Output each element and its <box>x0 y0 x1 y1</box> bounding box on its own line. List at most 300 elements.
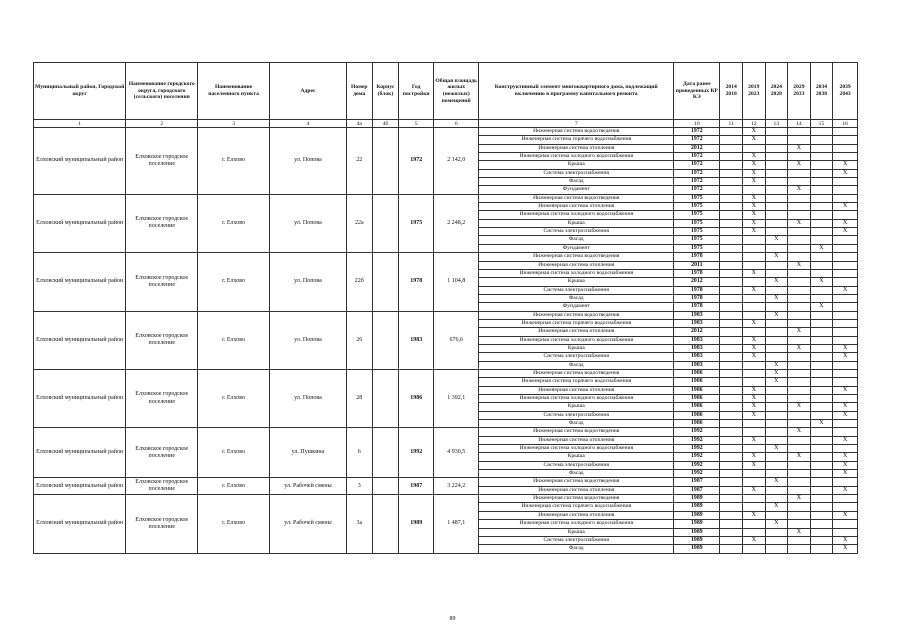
previous-repair-date-cell: 1992 <box>674 436 720 444</box>
period-mark-cell: X <box>833 161 858 169</box>
period-mark-cell <box>765 303 788 311</box>
column-number: 13 <box>765 120 788 128</box>
locality-cell: г. Елхово <box>198 428 270 478</box>
element-name-cell: Система электроснабжения <box>479 411 674 419</box>
period-mark-cell <box>720 286 743 294</box>
period-mark-cell <box>810 403 833 411</box>
period-mark-cell <box>833 244 858 252</box>
period-mark-cell <box>810 169 833 177</box>
element-name-cell: Инженерная система холодного водоснабжения <box>479 520 674 528</box>
house-number-cell: 3 <box>346 478 372 495</box>
period-mark-cell <box>833 269 858 277</box>
block-cell <box>372 495 399 553</box>
period-mark-cell <box>765 495 788 503</box>
period-mark-cell <box>720 503 743 511</box>
period-mark-cell: X <box>742 395 765 403</box>
period-mark-cell <box>765 336 788 344</box>
period-mark-cell <box>742 420 765 428</box>
period-mark-cell <box>720 453 743 461</box>
street-cell: ул. Попова <box>270 253 347 311</box>
period-mark-cell <box>810 228 833 236</box>
locality-cell: г. Елхово <box>198 128 270 195</box>
build-year-cell: 1986 <box>399 369 434 427</box>
period-mark-cell <box>788 511 811 519</box>
previous-repair-date-cell: 1986 <box>674 378 720 386</box>
period-mark-cell <box>833 528 858 536</box>
element-name-cell: Система электроснабжения <box>479 536 674 544</box>
period-mark-cell: X <box>788 428 811 436</box>
period-mark-cell <box>833 136 858 144</box>
house-number-cell: 22а <box>346 194 372 252</box>
element-name-cell: Крыша <box>479 403 674 411</box>
period-mark-cell: X <box>833 403 858 411</box>
period-mark-cell: X <box>833 461 858 469</box>
period-mark-cell <box>765 536 788 544</box>
period-mark-cell <box>810 344 833 352</box>
area-cell: 2 248,2 <box>434 194 479 252</box>
period-mark-cell <box>765 286 788 294</box>
period-mark-cell <box>742 470 765 478</box>
period-mark-cell: X <box>742 211 765 219</box>
document-table-wrapper <box>33 62 858 554</box>
period-mark-cell <box>765 169 788 177</box>
previous-repair-date-cell: 1983 <box>674 311 720 319</box>
period-mark-cell <box>810 194 833 202</box>
period-mark-cell <box>742 303 765 311</box>
period-mark-cell: X <box>833 536 858 544</box>
previous-repair-date-cell: 1983 <box>674 336 720 344</box>
period-mark-cell <box>788 236 811 244</box>
period-mark-cell: X <box>765 520 788 528</box>
period-mark-cell <box>742 236 765 244</box>
period-mark-cell: X <box>742 153 765 161</box>
period-mark-cell <box>720 545 743 553</box>
period-mark-cell <box>833 503 858 511</box>
previous-repair-date-cell: 1986 <box>674 386 720 394</box>
area-cell: 1 392,1 <box>434 369 479 427</box>
previous-repair-date-cell: 1986 <box>674 395 720 403</box>
period-mark-cell <box>810 353 833 361</box>
column-number: 3 <box>198 120 270 128</box>
period-mark-cell <box>833 420 858 428</box>
previous-repair-date-cell: 1992 <box>674 428 720 436</box>
previous-repair-date-cell: 1989 <box>674 503 720 511</box>
period-mark-cell <box>788 286 811 294</box>
period-mark-cell <box>742 503 765 511</box>
period-mark-cell <box>765 461 788 469</box>
period-mark-cell <box>720 278 743 286</box>
element-name-cell: Система электроснабжения <box>479 286 674 294</box>
period-mark-cell <box>833 186 858 194</box>
period-mark-cell: X <box>810 303 833 311</box>
locality-cell: г. Елхово <box>198 194 270 252</box>
period-mark-cell <box>810 136 833 144</box>
period-mark-cell <box>765 511 788 519</box>
period-mark-cell <box>810 378 833 386</box>
table-row <box>34 369 858 377</box>
period-mark-cell: X <box>742 161 765 169</box>
period-mark-cell: X <box>788 161 811 169</box>
element-name-cell: Фасад <box>479 361 674 369</box>
period-mark-cell <box>788 178 811 186</box>
column-header: Дата ранее проведенных КР КЭ <box>674 63 720 120</box>
element-name-cell: Инженерная система отопления <box>479 386 674 394</box>
element-name-cell: Система электроснабжения <box>479 169 674 177</box>
period-mark-cell <box>720 486 743 494</box>
build-year-cell: 1983 <box>399 311 434 369</box>
period-mark-cell <box>833 369 858 377</box>
column-header: 2029 2033 <box>788 63 811 120</box>
period-mark-cell: X <box>742 269 765 277</box>
period-mark-cell <box>810 536 833 544</box>
period-mark-cell: X <box>742 511 765 519</box>
period-mark-cell <box>810 294 833 302</box>
period-mark-cell <box>720 361 743 369</box>
previous-repair-date-cell: 1983 <box>674 361 720 369</box>
previous-repair-date-cell: 1972 <box>674 178 720 186</box>
period-mark-cell <box>810 336 833 344</box>
previous-repair-date-cell: 1992 <box>674 445 720 453</box>
element-name-cell: Крыша <box>479 528 674 536</box>
column-number: 4б <box>372 120 399 128</box>
period-mark-cell <box>833 336 858 344</box>
period-mark-cell: X <box>788 219 811 227</box>
period-mark-cell <box>810 495 833 503</box>
period-mark-cell <box>765 470 788 478</box>
period-mark-cell <box>742 186 765 194</box>
period-mark-cell <box>788 311 811 319</box>
period-mark-cell <box>788 503 811 511</box>
element-name-cell: Инженерная система отопления <box>479 203 674 211</box>
period-mark-cell <box>833 311 858 319</box>
column-number: 14 <box>788 120 811 128</box>
period-mark-cell <box>720 511 743 519</box>
element-name-cell: Инженерная система водоотведения <box>479 495 674 503</box>
street-cell: ул. Попова <box>270 194 347 252</box>
period-mark-cell <box>720 219 743 227</box>
period-mark-cell <box>833 478 858 486</box>
period-mark-cell: X <box>833 470 858 478</box>
period-mark-cell: X <box>833 203 858 211</box>
period-mark-cell <box>810 144 833 152</box>
period-mark-cell: X <box>765 311 788 319</box>
previous-repair-date-cell: 2012 <box>674 144 720 152</box>
element-name-cell: Крыша <box>479 453 674 461</box>
element-name-cell: Фасад <box>479 294 674 302</box>
period-mark-cell <box>788 203 811 211</box>
period-mark-cell <box>833 128 858 136</box>
period-mark-cell <box>765 428 788 436</box>
previous-repair-date-cell: 1986 <box>674 411 720 419</box>
period-mark-cell <box>788 253 811 261</box>
period-mark-cell <box>720 311 743 319</box>
element-name-cell: Фасад <box>479 420 674 428</box>
build-year-cell: 1992 <box>399 428 434 478</box>
previous-repair-date-cell: 1975 <box>674 211 720 219</box>
period-mark-cell: X <box>742 136 765 144</box>
area-cell: 3 224,2 <box>434 478 479 495</box>
period-mark-cell: X <box>833 219 858 227</box>
period-mark-cell <box>742 495 765 503</box>
period-mark-cell: X <box>765 378 788 386</box>
period-mark-cell <box>788 369 811 377</box>
period-mark-cell <box>720 328 743 336</box>
previous-repair-date-cell: 1992 <box>674 453 720 461</box>
period-mark-cell <box>810 128 833 136</box>
settlement-cell: Елховское городское поселение <box>126 128 198 195</box>
period-mark-cell <box>833 378 858 386</box>
period-mark-cell <box>810 153 833 161</box>
settlement-cell: Елховское городское поселение <box>126 428 198 478</box>
period-mark-cell <box>810 445 833 453</box>
period-mark-cell <box>810 503 833 511</box>
period-mark-cell <box>720 378 743 386</box>
period-mark-cell <box>788 194 811 202</box>
period-mark-cell <box>720 420 743 428</box>
period-mark-cell <box>833 253 858 261</box>
element-name-cell: Система электроснабжения <box>479 228 674 236</box>
period-mark-cell <box>810 236 833 244</box>
period-mark-cell: X <box>788 495 811 503</box>
previous-repair-date-cell: 1989 <box>674 528 720 536</box>
area-cell: 676,6 <box>434 311 479 369</box>
period-mark-cell <box>720 470 743 478</box>
area-cell: 1 487,1 <box>434 495 479 553</box>
table-row <box>34 194 858 202</box>
period-mark-cell: X <box>833 228 858 236</box>
element-name-cell: Крыша <box>479 344 674 352</box>
period-mark-cell <box>788 420 811 428</box>
previous-repair-date-cell: 1972 <box>674 128 720 136</box>
element-name-cell: Инженерная система горячего водоснабжения <box>479 136 674 144</box>
period-mark-cell <box>833 361 858 369</box>
period-mark-cell <box>810 369 833 377</box>
column-number: 4а <box>346 120 372 128</box>
previous-repair-date-cell: 1987 <box>674 478 720 486</box>
period-mark-cell <box>788 303 811 311</box>
settlement-cell: Елховское городское поселение <box>126 369 198 427</box>
period-mark-cell <box>765 186 788 194</box>
settlement-cell: Елховское городское поселение <box>126 311 198 369</box>
period-mark-cell <box>810 211 833 219</box>
period-mark-cell: X <box>742 219 765 227</box>
district-cell: Елховский муниципальный район <box>34 128 126 195</box>
period-mark-cell <box>788 244 811 252</box>
period-mark-cell <box>833 428 858 436</box>
period-mark-cell <box>810 453 833 461</box>
period-mark-cell <box>810 428 833 436</box>
period-mark-cell: X <box>765 278 788 286</box>
period-mark-cell <box>720 445 743 453</box>
period-mark-cell: X <box>788 261 811 269</box>
previous-repair-date-cell: 1972 <box>674 169 720 177</box>
block-cell <box>372 128 399 195</box>
period-mark-cell: X <box>833 511 858 519</box>
period-mark-cell <box>810 478 833 486</box>
period-mark-cell <box>742 311 765 319</box>
period-mark-cell: X <box>788 328 811 336</box>
period-mark-cell <box>788 486 811 494</box>
period-mark-cell <box>788 361 811 369</box>
period-mark-cell: X <box>788 186 811 194</box>
period-mark-cell <box>810 361 833 369</box>
previous-repair-date-cell: 1975 <box>674 219 720 227</box>
period-mark-cell <box>833 319 858 327</box>
period-mark-cell <box>742 378 765 386</box>
period-mark-cell <box>833 445 858 453</box>
previous-repair-date-cell: 1989 <box>674 511 720 519</box>
element-name-cell: Инженерная система холодного водоснабжения <box>479 445 674 453</box>
period-mark-cell <box>788 545 811 553</box>
period-mark-cell: X <box>742 203 765 211</box>
column-header: 2034 2038 <box>810 63 833 120</box>
element-name-cell: Крыша <box>479 219 674 227</box>
period-mark-cell: X <box>765 361 788 369</box>
period-mark-cell <box>720 236 743 244</box>
period-mark-cell <box>788 336 811 344</box>
period-mark-cell <box>720 144 743 152</box>
period-mark-cell: X <box>788 344 811 352</box>
period-mark-cell <box>720 436 743 444</box>
period-mark-cell <box>765 261 788 269</box>
period-mark-cell: X <box>788 453 811 461</box>
period-mark-cell: X <box>742 344 765 352</box>
period-mark-cell <box>765 528 788 536</box>
period-mark-cell <box>765 453 788 461</box>
previous-repair-date-cell: 2011 <box>674 261 720 269</box>
locality-cell: г. Елхово <box>198 478 270 495</box>
locality-cell: г. Елхово <box>198 495 270 553</box>
period-mark-cell <box>720 161 743 169</box>
period-mark-cell <box>765 153 788 161</box>
period-mark-cell: X <box>742 319 765 327</box>
previous-repair-date-cell: 1989 <box>674 495 720 503</box>
period-mark-cell: X <box>833 286 858 294</box>
period-mark-cell: X <box>742 461 765 469</box>
period-mark-cell <box>765 420 788 428</box>
period-mark-cell <box>720 294 743 302</box>
street-cell: ул. Рабочей смены <box>270 495 347 553</box>
period-mark-cell <box>742 144 765 152</box>
period-mark-cell <box>765 545 788 553</box>
element-name-cell: Инженерная система отопления <box>479 144 674 152</box>
period-mark-cell <box>810 511 833 519</box>
period-mark-cell <box>810 203 833 211</box>
period-mark-cell <box>720 520 743 528</box>
period-mark-cell: X <box>810 420 833 428</box>
previous-repair-date-cell: 1978 <box>674 253 720 261</box>
locality-cell: г. Елхово <box>198 369 270 427</box>
element-name-cell: Инженерная система холодного водоснабжения <box>479 153 674 161</box>
period-mark-cell <box>833 495 858 503</box>
element-name-cell: Фундамент <box>479 244 674 252</box>
period-mark-cell: X <box>788 403 811 411</box>
period-mark-cell <box>765 128 788 136</box>
period-mark-cell <box>788 478 811 486</box>
period-mark-cell: X <box>833 344 858 352</box>
house-number-cell: 3а <box>346 495 372 553</box>
previous-repair-date-cell: 1983 <box>674 353 720 361</box>
period-mark-cell <box>833 294 858 302</box>
period-mark-cell <box>788 470 811 478</box>
period-mark-cell: X <box>742 178 765 186</box>
period-mark-cell: X <box>742 336 765 344</box>
element-name-cell: Фасад <box>479 470 674 478</box>
period-mark-cell <box>765 203 788 211</box>
table-body <box>34 128 858 554</box>
period-mark-cell <box>833 520 858 528</box>
period-mark-cell <box>720 128 743 136</box>
period-mark-cell <box>720 344 743 352</box>
element-name-cell: Инженерная система холодного водоснабжения <box>479 395 674 403</box>
period-mark-cell <box>765 319 788 327</box>
period-mark-cell <box>720 178 743 186</box>
period-mark-cell <box>810 311 833 319</box>
period-mark-cell <box>720 253 743 261</box>
previous-repair-date-cell: 1978 <box>674 269 720 277</box>
period-mark-cell <box>742 369 765 377</box>
block-cell <box>372 253 399 311</box>
period-mark-cell: X <box>833 386 858 394</box>
build-year-cell: 1978 <box>399 253 434 311</box>
period-mark-cell <box>720 536 743 544</box>
house-number-cell: 6 <box>346 428 372 478</box>
period-mark-cell <box>833 178 858 186</box>
period-mark-cell <box>720 153 743 161</box>
period-mark-cell <box>765 136 788 144</box>
table-row <box>34 428 858 436</box>
element-name-cell: Инженерная система водоотведения <box>479 369 674 377</box>
period-mark-cell <box>765 486 788 494</box>
column-header: Общая площадь жилых (нежилых) помещений <box>434 63 479 120</box>
period-mark-cell <box>810 545 833 553</box>
block-cell <box>372 194 399 252</box>
period-mark-cell <box>788 461 811 469</box>
column-number: 2 <box>126 120 198 128</box>
period-mark-cell <box>810 395 833 403</box>
period-mark-cell <box>788 520 811 528</box>
area-cell: 4 930,5 <box>434 428 479 478</box>
previous-repair-date-cell: 1975 <box>674 244 720 252</box>
period-mark-cell <box>788 278 811 286</box>
previous-repair-date-cell: 1983 <box>674 344 720 352</box>
previous-repair-date-cell: 1986 <box>674 420 720 428</box>
previous-repair-date-cell: 1978 <box>674 303 720 311</box>
element-name-cell: Инженерная система водоотведения <box>479 253 674 261</box>
element-name-cell: Система электроснабжения <box>479 461 674 469</box>
element-name-cell: Инженерная система водоотведения <box>479 478 674 486</box>
street-cell: ул. Попова <box>270 369 347 427</box>
period-mark-cell <box>810 411 833 419</box>
settlement-cell: Елховское городское поселение <box>126 253 198 311</box>
period-mark-cell <box>720 194 743 202</box>
previous-repair-date-cell: 1992 <box>674 470 720 478</box>
period-mark-cell <box>833 211 858 219</box>
district-cell: Елховский муниципальный район <box>34 253 126 311</box>
period-mark-cell <box>833 236 858 244</box>
house-number-cell: 22б <box>346 253 372 311</box>
period-mark-cell: X <box>742 403 765 411</box>
previous-repair-date-cell: 1986 <box>674 403 720 411</box>
element-name-cell: Крыша <box>479 278 674 286</box>
period-mark-cell <box>788 319 811 327</box>
element-name-cell: Крыша <box>479 161 674 169</box>
period-mark-cell <box>720 386 743 394</box>
period-mark-cell <box>810 486 833 494</box>
column-header: 2019 2023 <box>742 63 765 120</box>
period-mark-cell: X <box>742 169 765 177</box>
period-mark-cell <box>788 136 811 144</box>
